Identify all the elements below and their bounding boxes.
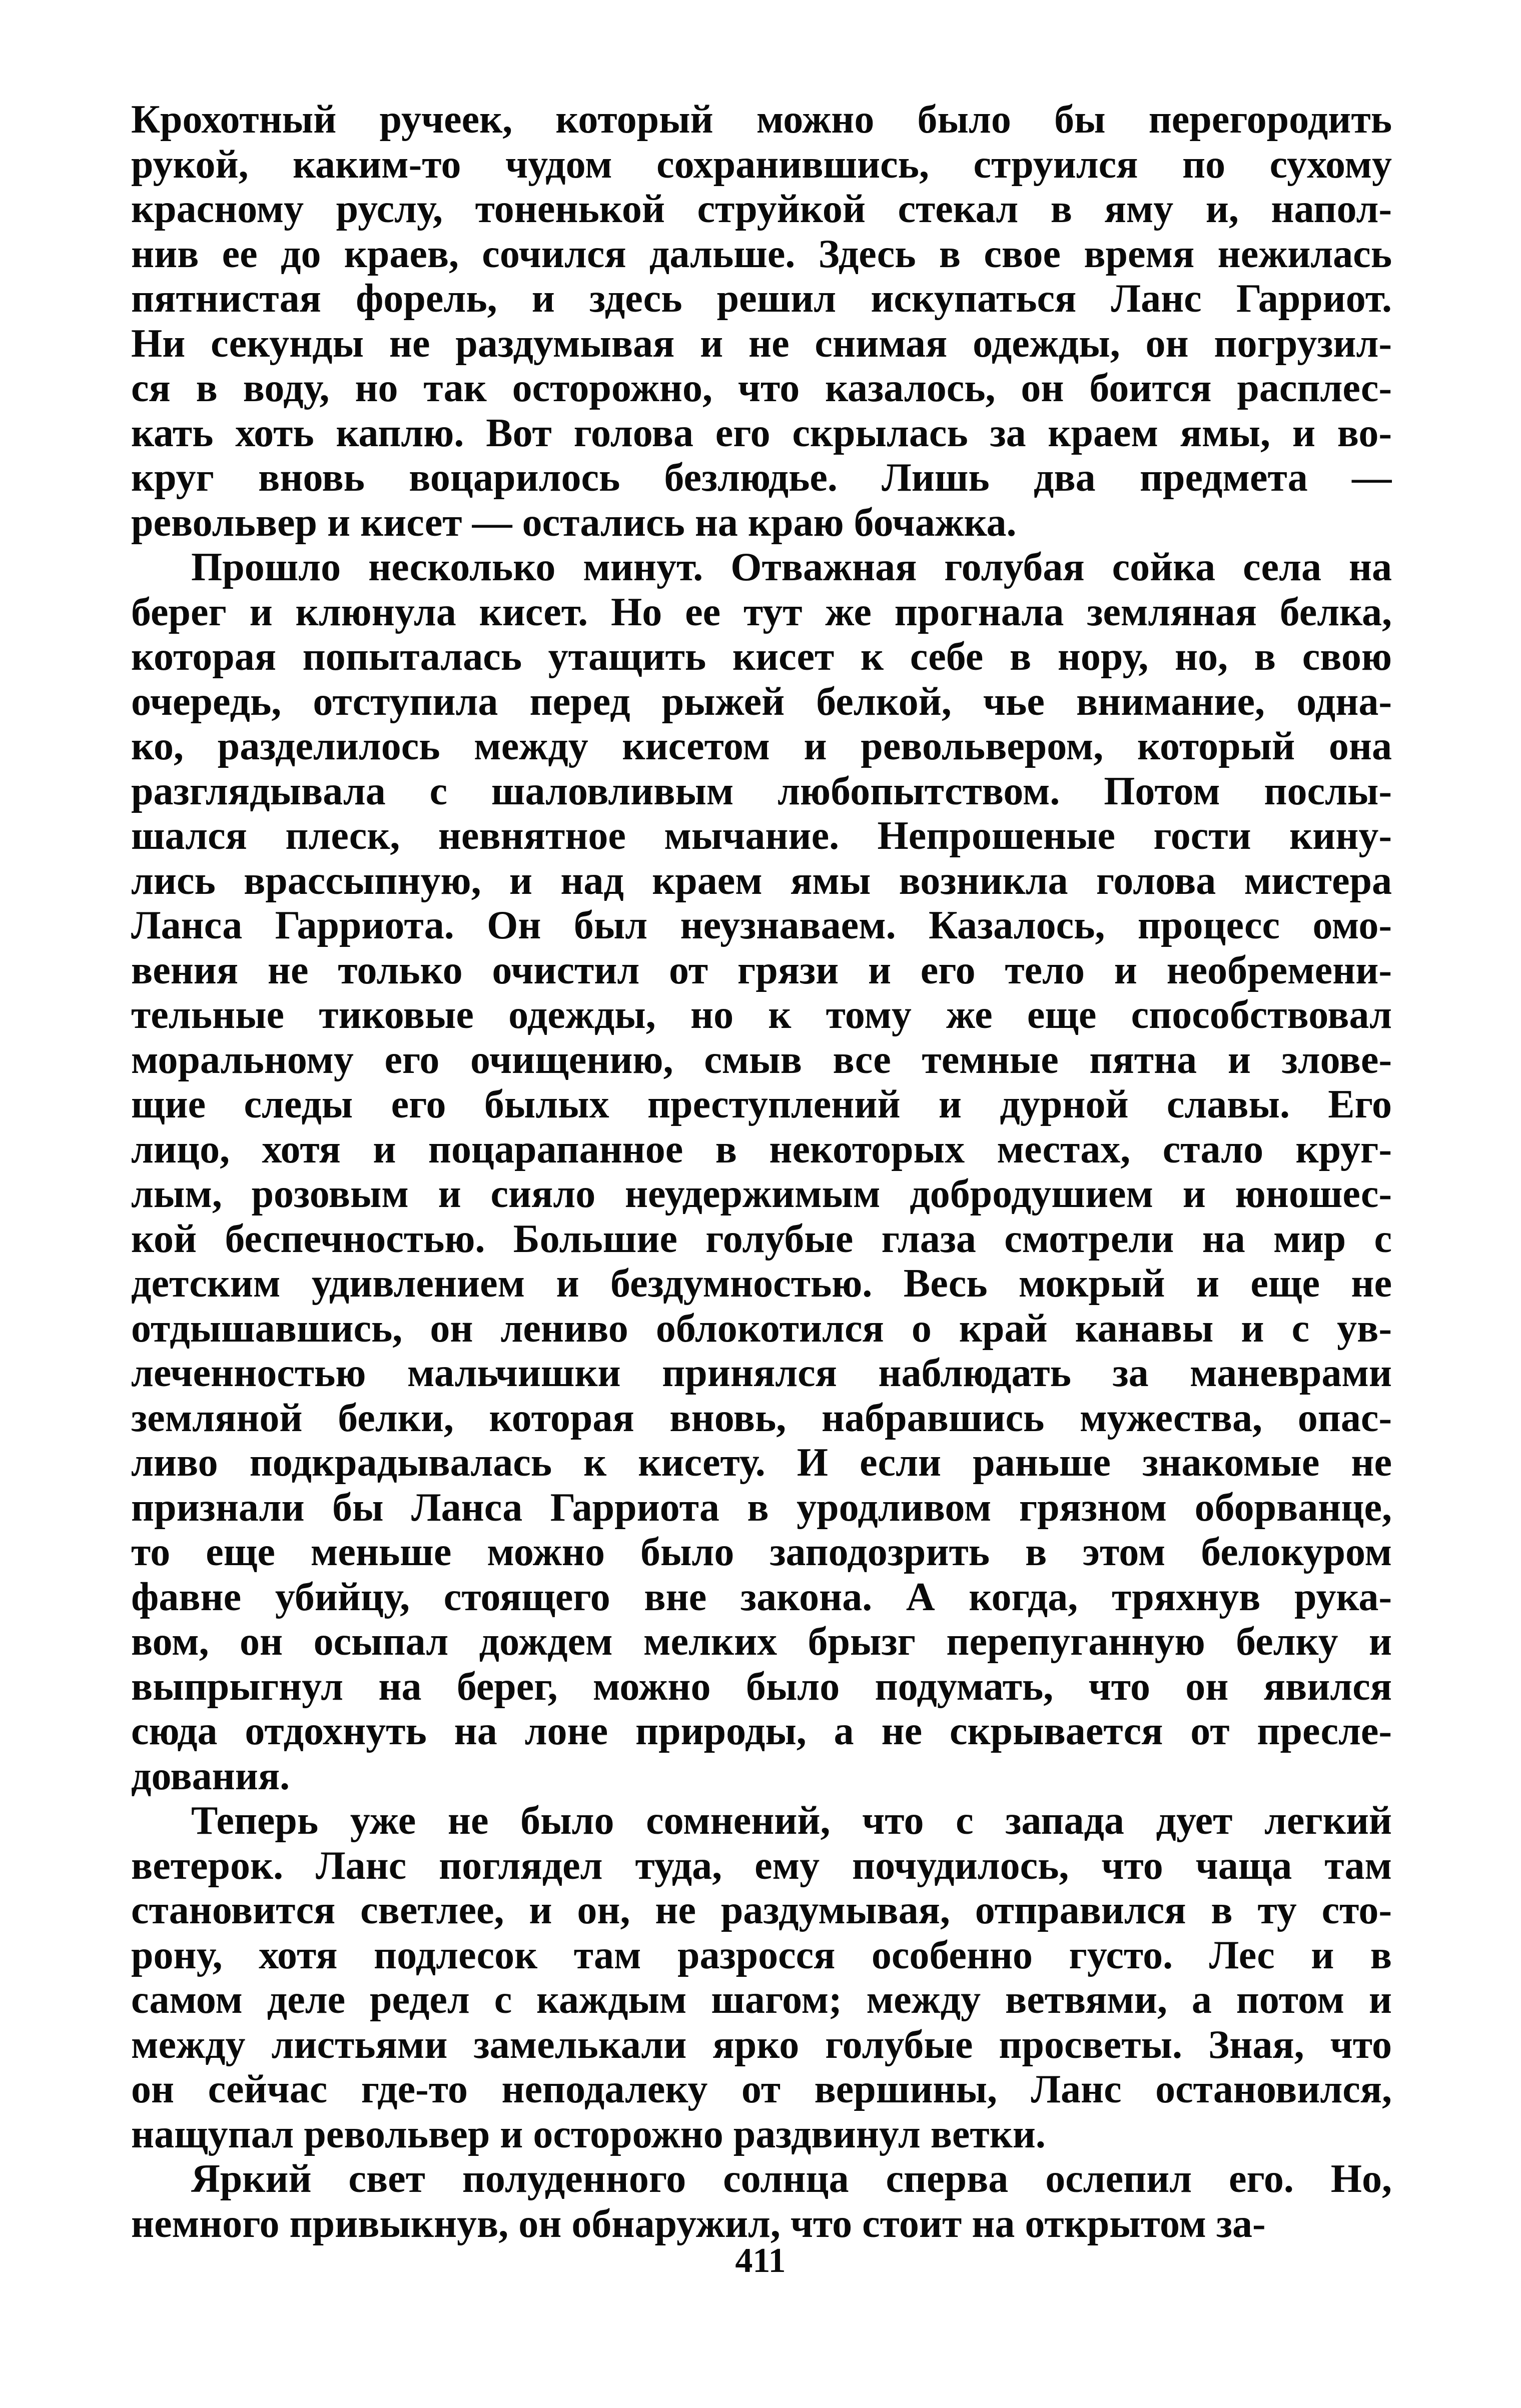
text-line: выпрыгнул на берег, можно было подумать, что он явился bbox=[131, 1664, 1392, 1709]
page-body bbox=[131, 98, 1392, 2246]
text-line: леченностью мальчишки принялся наблюдать за маневрами bbox=[131, 1351, 1392, 1395]
text-line: берег и клюнула кисет. Но ее тут же прогнала земляная белка, bbox=[131, 590, 1392, 634]
text-line: револьвер и кисет — остались на краю бочажка. bbox=[131, 500, 1017, 545]
text-line: сюда отдохнуть на лоне природы, а не скрывается от пресле- bbox=[131, 1709, 1392, 1753]
text-line: щие следы его былых преступлений и дурной славы. Его bbox=[131, 1082, 1392, 1126]
text-line: самом деле редел с каждым шагом; между ветвями, а потом и bbox=[131, 1978, 1392, 2022]
text-line: рукой, каким-то чудом сохранившись, струился по сухому bbox=[131, 142, 1392, 187]
text-line: ветерок. Ланс поглядел туда, ему почудилось, что чаща там bbox=[131, 1843, 1392, 1888]
text-line: Яркий свет полуденного солнца сперва ослепил его. Но, bbox=[191, 2157, 1392, 2201]
text-line: лым, розовым и сияло неудержимым добродушием и юношес- bbox=[131, 1172, 1392, 1216]
paragraph bbox=[131, 1799, 1392, 2157]
text-line: Крохотный ручеек, который можно было бы перегородить bbox=[131, 98, 1392, 142]
text-line: Ни секунды не раздумывая и не снимая одежды, он погрузил- bbox=[131, 321, 1392, 366]
text-line: тельные тиковые одежды, но к тому же еще способствовал bbox=[131, 993, 1392, 1037]
paragraph bbox=[131, 545, 1392, 1799]
text-line: нив ее до краев, сочился дальше. Здесь в свое время нежилась bbox=[131, 232, 1392, 276]
text-line: дования. bbox=[131, 1754, 290, 1798]
text-line: ко, разделилось между кисетом и револьвером, который она bbox=[131, 724, 1392, 768]
text-line: шался плеск, невнятное мычание. Непрошеные гости кину- bbox=[131, 814, 1392, 858]
text-line: лицо, хотя и поцарапанное в некоторых местах, стало круг- bbox=[131, 1127, 1392, 1171]
text-column bbox=[131, 98, 1392, 2246]
text-line: становится светлее, и он, не раздумывая, отправился в ту сто- bbox=[131, 1888, 1392, 1932]
text-line: отдышавшись, он лениво облокотился о край канавы и с ув- bbox=[131, 1306, 1392, 1351]
text-line: лись врассыпную, и над краем ямы возникла голова мистера bbox=[131, 858, 1392, 903]
text-line: признали бы Ланса Гарриота в уродливом грязном оборванце, bbox=[131, 1485, 1392, 1530]
text-line: кой беспечностью. Большие голубые глаза смотрели на мир с bbox=[131, 1217, 1392, 1261]
text-line: кать хоть каплю. Вот голова его скрылась за краем ямы, и во- bbox=[131, 411, 1392, 455]
text-line: детским удивлением и бездумностью. Весь мокрый и еще не bbox=[131, 1262, 1392, 1306]
paragraph bbox=[131, 2157, 1392, 2246]
text-line: вом, он осыпал дождем мелких брызг перепуганную белку и bbox=[131, 1620, 1392, 1664]
text-line: ливо подкрадывалась к кисету. И если раньше знакомые не bbox=[131, 1441, 1392, 1485]
paragraph bbox=[131, 98, 1392, 545]
text-line: немного привыкнув, он обнаружил, что стоит на открытом за- bbox=[131, 2201, 1266, 2246]
text-line: ся в воду, но так осторожно, что казалось, он боится расплес- bbox=[131, 366, 1392, 410]
text-line: земляной белки, которая вновь, набравшись мужества, опас- bbox=[131, 1396, 1392, 1440]
text-line: то еще меньше можно было заподозрить в этом белокуром bbox=[131, 1530, 1392, 1574]
text-line: разглядывала с шаловливым любопытством. Потом послы- bbox=[131, 769, 1392, 813]
text-line: круг вновь воцарилось безлюдье. Лишь два предмета — bbox=[131, 456, 1392, 500]
text-line: Прошло несколько минут. Отважная голубая сойка села на bbox=[191, 545, 1392, 589]
text-line: рону, хотя подлесок там разросся особенно густо. Лес и в bbox=[131, 1933, 1392, 1977]
page-number: 411 bbox=[735, 2241, 786, 2280]
text-line: между листьями замелькали ярко голубые просветы. Зная, что bbox=[131, 2022, 1392, 2067]
text-line: пятнистая форель, и здесь решил искупаться Ланс Гарриот. bbox=[131, 277, 1392, 321]
text-line: которая попыталась утащить кисет к себе в нору, но, в свою bbox=[131, 635, 1392, 679]
text-line: красному руслу, тоненькой струйкой стекал в яму и, напол- bbox=[131, 187, 1392, 231]
text-line: вения не только очистил от грязи и его тело и необремени- bbox=[131, 948, 1392, 992]
text-line: фавне убийцу, стоящего вне закона. А когда, тряхнув рука- bbox=[131, 1575, 1392, 1619]
text-line: он сейчас где-то неподалеку от вершины, Ланс остановился, bbox=[131, 2067, 1392, 2111]
text-line: Теперь уже не было сомнений, что с запада дует легкий bbox=[191, 1799, 1392, 1843]
text-line: очередь, отступила перед рыжей белкой, чье внимание, одна- bbox=[131, 679, 1392, 724]
text-line: моральному его очищению, смыв все темные пятна и злове- bbox=[131, 1037, 1392, 1082]
text-line: Ланса Гарриота. Он был неузнаваем. Казалось, процесс омо- bbox=[131, 903, 1392, 947]
text-line: нащупал револьвер и осторожно раздвинул ветки. bbox=[131, 2112, 1046, 2156]
